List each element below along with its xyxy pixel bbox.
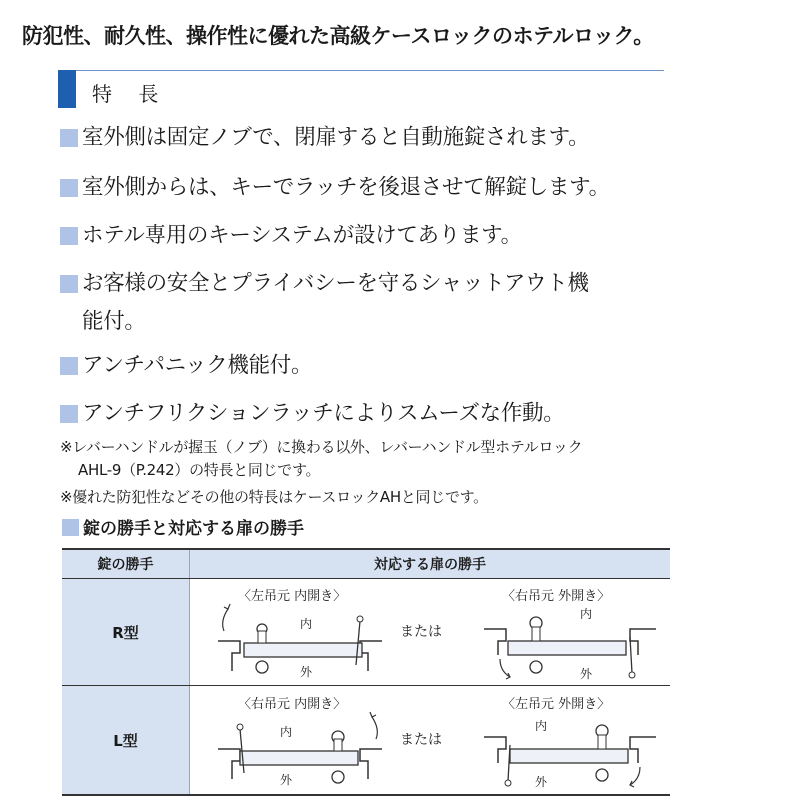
section-title: 特 長: [92, 82, 169, 106]
door-diagram-right-hinge-inswing: [210, 709, 390, 791]
outside-label: 外: [280, 773, 293, 787]
outside-label: 外: [535, 775, 548, 789]
diagram-caption: 〈右吊元 内開き〉: [238, 697, 347, 712]
table-subheading: [62, 514, 304, 539]
lock-type-l: L型: [62, 686, 190, 796]
feature-text: 室外側は固定ノブで、閉扉すると自動施錠されます。: [82, 125, 590, 150]
or-text: または: [400, 732, 442, 748]
door-diagram-right-hinge-outswing: [480, 601, 660, 683]
note-line: ※レバーハンドルが握玉（ノブ）に換わる以外、レバーハンドル型ホテルロック: [60, 438, 583, 456]
table-row: [62, 686, 670, 796]
section-header: [58, 70, 664, 110]
diagram-caption: 〈右吊元 外開き〉: [502, 589, 611, 604]
bullet-square-icon: [60, 129, 78, 147]
bullet-square-icon: [60, 405, 78, 423]
door-diagram-left-hinge-inswing: [210, 601, 390, 683]
feature-text: ホテル専用のキーシステムが設けてあります。: [82, 223, 522, 248]
table-header-row: [62, 549, 670, 579]
door-diagrams-l: [190, 686, 671, 796]
diagram-caption: 〈左吊元 外開き〉: [502, 697, 611, 712]
diagram-caption: 〈左吊元 内開き〉: [238, 589, 347, 604]
or-text: または: [400, 624, 442, 640]
handing-table: [62, 548, 670, 796]
lock-type-r: R型: [62, 579, 190, 686]
column-header-lock: 錠の勝手: [62, 549, 190, 579]
bullet-square-icon: [62, 519, 79, 536]
table-row: [62, 579, 670, 686]
inside-label: 内: [280, 725, 293, 739]
bullet-square-icon: [60, 275, 78, 293]
feature-text: 能付。: [82, 309, 146, 334]
feature-text: 室外側からは、キーでラッチを後退させて解錠します。: [82, 175, 610, 200]
bullet-square-icon: [60, 357, 78, 375]
note-line: AHL-9（P.242）の特長と同じです。: [78, 461, 321, 479]
inside-label: 内: [300, 617, 313, 631]
bullet-square-icon: [60, 179, 78, 197]
diagram-cell: [190, 579, 670, 685]
note-line: ※優れた防犯性などその他の特長はケースロックAHと同じです。: [60, 488, 488, 506]
inside-label: 内: [580, 607, 593, 621]
diagram-cell: [190, 687, 670, 793]
outside-label: 外: [300, 665, 313, 679]
column-header-door: 対応する扉の勝手: [190, 549, 671, 579]
inside-label: 内: [535, 719, 548, 733]
bullet-square-icon: [60, 227, 78, 245]
door-diagrams-r: [190, 579, 671, 686]
feature-text: アンチパニック機能付。: [82, 353, 313, 378]
section-rule: [76, 70, 664, 71]
outside-label: 外: [580, 667, 593, 681]
feature-text: アンチフリクションラッチによりスムーズな作動。: [82, 401, 565, 426]
feature-text: お客様の安全とプライバシーを守るシャットアウト機: [82, 271, 589, 296]
section-accent-bar: [58, 70, 76, 108]
subheading-text: 錠の勝手と対応する扉の勝手: [83, 519, 304, 539]
page-headline: 防犯性、耐久性、操作性に優れた高級ケースロックのホテルロック。: [22, 24, 654, 48]
door-diagram-left-hinge-outswing: [480, 709, 660, 791]
